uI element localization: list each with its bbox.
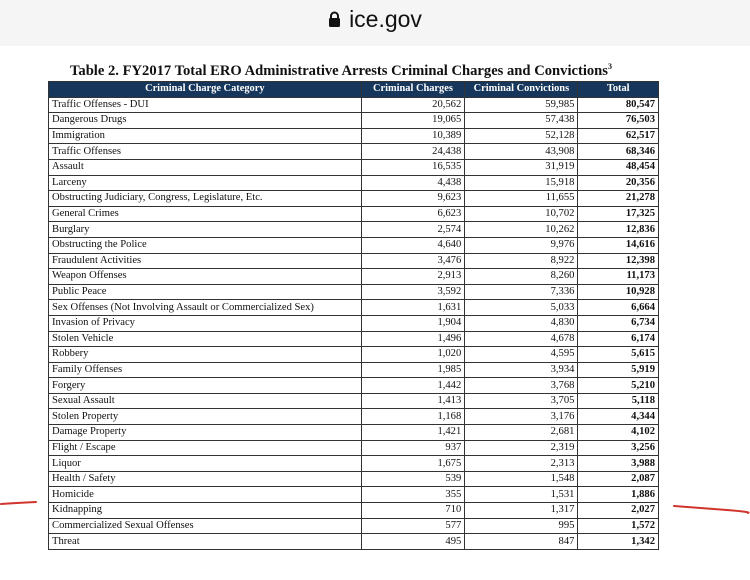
- category-cell: Obstructing Judiciary, Congress, Legislature, Etc.: [49, 191, 362, 207]
- convictions-cell: 2,319: [465, 440, 578, 456]
- charges-cell: 1,421: [361, 425, 465, 441]
- browser-url-bar[interactable]: [0, 0, 750, 47]
- convictions-cell: 59,985: [465, 97, 578, 113]
- charges-cell: 3,592: [361, 284, 465, 300]
- table-row: [49, 331, 659, 347]
- convictions-cell: 995: [465, 518, 578, 534]
- table-title-text: Table 2. FY2017 Total ERO Administrative Arrests Criminal Charges and Convictions: [70, 62, 608, 79]
- category-cell: Threat: [49, 534, 362, 550]
- total-cell: 2,027: [578, 503, 659, 519]
- total-cell: 5,210: [578, 378, 659, 394]
- charges-cell: 24,438: [361, 144, 465, 160]
- table-row: [49, 534, 659, 550]
- url-text: ice.gov: [349, 5, 422, 32]
- total-cell: 5,919: [578, 362, 659, 378]
- category-cell: Stolen Vehicle: [49, 331, 362, 347]
- table-row: [49, 456, 659, 472]
- red-underline-mark-right: [672, 502, 750, 516]
- table-row: [49, 487, 659, 503]
- total-cell: 17,325: [578, 206, 659, 222]
- total-cell: 3,256: [578, 440, 659, 456]
- category-cell: Health / Safety: [49, 471, 362, 487]
- total-cell: 3,988: [578, 456, 659, 472]
- charges-cell: 2,913: [361, 269, 465, 285]
- charges-cell: 495: [361, 534, 465, 550]
- convictions-cell: 5,033: [465, 300, 578, 316]
- convictions-cell: 10,702: [465, 206, 578, 222]
- convictions-cell: 1,548: [465, 471, 578, 487]
- convictions-cell: 8,922: [465, 253, 578, 269]
- table-row: [49, 97, 659, 113]
- convictions-cell: 3,768: [465, 378, 578, 394]
- table-row: [49, 393, 659, 409]
- table-row: [49, 518, 659, 534]
- category-cell: Invasion of Privacy: [49, 315, 362, 331]
- charges-cell: 2,574: [361, 222, 465, 238]
- convictions-cell: 1,317: [465, 503, 578, 519]
- charges-cell: 937: [361, 440, 465, 456]
- table-row: [49, 222, 659, 238]
- convictions-cell: 2,313: [465, 456, 578, 472]
- convictions-cell: 3,176: [465, 409, 578, 425]
- convictions-cell: 15,918: [465, 175, 578, 191]
- total-cell: 68,346: [578, 144, 659, 160]
- header-charges: Criminal Charges: [361, 82, 465, 98]
- convictions-cell: 57,438: [465, 113, 578, 129]
- total-cell: 5,615: [578, 347, 659, 363]
- convictions-cell: 4,678: [465, 331, 578, 347]
- table-row: [49, 206, 659, 222]
- charges-cell: 20,562: [361, 97, 465, 113]
- convictions-cell: 4,595: [465, 347, 578, 363]
- category-cell: Assault: [49, 159, 362, 175]
- document-page: [0, 46, 750, 580]
- table-row: [49, 175, 659, 191]
- charges-cell: 710: [361, 503, 465, 519]
- category-cell: Public Peace: [49, 284, 362, 300]
- category-cell: Traffic Offenses - DUI: [49, 97, 362, 113]
- total-cell: 6,174: [578, 331, 659, 347]
- table-row: [49, 471, 659, 487]
- table-row: [49, 300, 659, 316]
- convictions-cell: 31,919: [465, 159, 578, 175]
- charges-cell: 1,675: [361, 456, 465, 472]
- table-row: [49, 503, 659, 519]
- total-cell: 10,928: [578, 284, 659, 300]
- charges-table: [48, 81, 659, 550]
- table-body: [49, 97, 659, 549]
- total-cell: 2,087: [578, 471, 659, 487]
- table-row: [49, 113, 659, 129]
- charges-cell: 9,623: [361, 191, 465, 207]
- table-row: [49, 315, 659, 331]
- charges-cell: 6,623: [361, 206, 465, 222]
- table-row: [49, 378, 659, 394]
- total-cell: 14,616: [578, 237, 659, 253]
- charges-cell: 16,535: [361, 159, 465, 175]
- red-underline-mark-left: [0, 498, 40, 508]
- lock-icon: [328, 7, 341, 34]
- table-row: [49, 253, 659, 269]
- title-footnote: 3: [607, 62, 612, 71]
- table-row: [49, 440, 659, 456]
- convictions-cell: 4,830: [465, 315, 578, 331]
- total-cell: 12,398: [578, 253, 659, 269]
- table-row: [49, 347, 659, 363]
- charges-cell: 10,389: [361, 128, 465, 144]
- category-cell: Damage Property: [49, 425, 362, 441]
- convictions-cell: 3,934: [465, 362, 578, 378]
- table-row: [49, 128, 659, 144]
- table-row: [49, 284, 659, 300]
- category-cell: General Crimes: [49, 206, 362, 222]
- url-display[interactable]: [0, 4, 750, 34]
- total-cell: 76,503: [578, 113, 659, 129]
- total-cell: 20,356: [578, 175, 659, 191]
- total-cell: 1,572: [578, 518, 659, 534]
- total-cell: 12,836: [578, 222, 659, 238]
- category-cell: Commercialized Sexual Offenses: [49, 518, 362, 534]
- charges-cell: 4,640: [361, 237, 465, 253]
- charges-cell: 1,631: [361, 300, 465, 316]
- convictions-cell: 11,655: [465, 191, 578, 207]
- category-cell: Larceny: [49, 175, 362, 191]
- total-cell: 4,344: [578, 409, 659, 425]
- category-cell: Liquor: [49, 456, 362, 472]
- total-cell: 4,102: [578, 425, 659, 441]
- table-row: [49, 409, 659, 425]
- table-row: [49, 425, 659, 441]
- total-cell: 11,173: [578, 269, 659, 285]
- total-cell: 6,664: [578, 300, 659, 316]
- convictions-cell: 7,336: [465, 284, 578, 300]
- convictions-cell: 1,531: [465, 487, 578, 503]
- charges-cell: 1,168: [361, 409, 465, 425]
- category-cell: Forgery: [49, 378, 362, 394]
- category-cell: Immigration: [49, 128, 362, 144]
- charges-cell: 1,442: [361, 378, 465, 394]
- total-cell: 62,517: [578, 128, 659, 144]
- charges-cell: 1,413: [361, 393, 465, 409]
- convictions-cell: 847: [465, 534, 578, 550]
- charges-cell: 19,065: [361, 113, 465, 129]
- category-cell: Kidnapping: [49, 503, 362, 519]
- convictions-cell: 10,262: [465, 222, 578, 238]
- table-row: [49, 144, 659, 160]
- charges-cell: 1,985: [361, 362, 465, 378]
- total-cell: 1,886: [578, 487, 659, 503]
- table-row: [49, 191, 659, 207]
- total-cell: 1,342: [578, 534, 659, 550]
- category-cell: Stolen Property: [49, 409, 362, 425]
- category-cell: Sex Offenses (Not Involving Assault or Commercialized Sex): [49, 300, 362, 316]
- total-cell: 5,118: [578, 393, 659, 409]
- total-cell: 6,734: [578, 315, 659, 331]
- category-cell: Weapon Offenses: [49, 269, 362, 285]
- table-row: [49, 237, 659, 253]
- table-row: [49, 269, 659, 285]
- total-cell: 21,278: [578, 191, 659, 207]
- table-row: [49, 159, 659, 175]
- convictions-cell: 2,681: [465, 425, 578, 441]
- total-cell: 80,547: [578, 97, 659, 113]
- header-total: Total: [578, 82, 659, 98]
- category-cell: Fraudulent Activities: [49, 253, 362, 269]
- charges-cell: 4,438: [361, 175, 465, 191]
- charges-cell: 1,496: [361, 331, 465, 347]
- charges-cell: 539: [361, 471, 465, 487]
- header-convictions: Criminal Convictions: [465, 82, 578, 98]
- convictions-cell: 8,260: [465, 269, 578, 285]
- convictions-cell: 52,128: [465, 128, 578, 144]
- table-header-row: [49, 82, 659, 98]
- table-title: [70, 62, 670, 80]
- charges-cell: 355: [361, 487, 465, 503]
- category-cell: Robbery: [49, 347, 362, 363]
- convictions-cell: 43,908: [465, 144, 578, 160]
- category-cell: Sexual Assault: [49, 393, 362, 409]
- total-cell: 48,454: [578, 159, 659, 175]
- charges-cell: 1,904: [361, 315, 465, 331]
- category-cell: Traffic Offenses: [49, 144, 362, 160]
- convictions-cell: 9,976: [465, 237, 578, 253]
- category-cell: Flight / Escape: [49, 440, 362, 456]
- charges-cell: 577: [361, 518, 465, 534]
- category-cell: Dangerous Drugs: [49, 113, 362, 129]
- convictions-cell: 3,705: [465, 393, 578, 409]
- header-category: Criminal Charge Category: [49, 82, 362, 98]
- charges-cell: 3,476: [361, 253, 465, 269]
- table-row: [49, 362, 659, 378]
- charges-cell: 1,020: [361, 347, 465, 363]
- category-cell: Family Offenses: [49, 362, 362, 378]
- category-cell: Obstructing the Police: [49, 237, 362, 253]
- category-cell: Burglary: [49, 222, 362, 238]
- category-cell: Homicide: [49, 487, 362, 503]
